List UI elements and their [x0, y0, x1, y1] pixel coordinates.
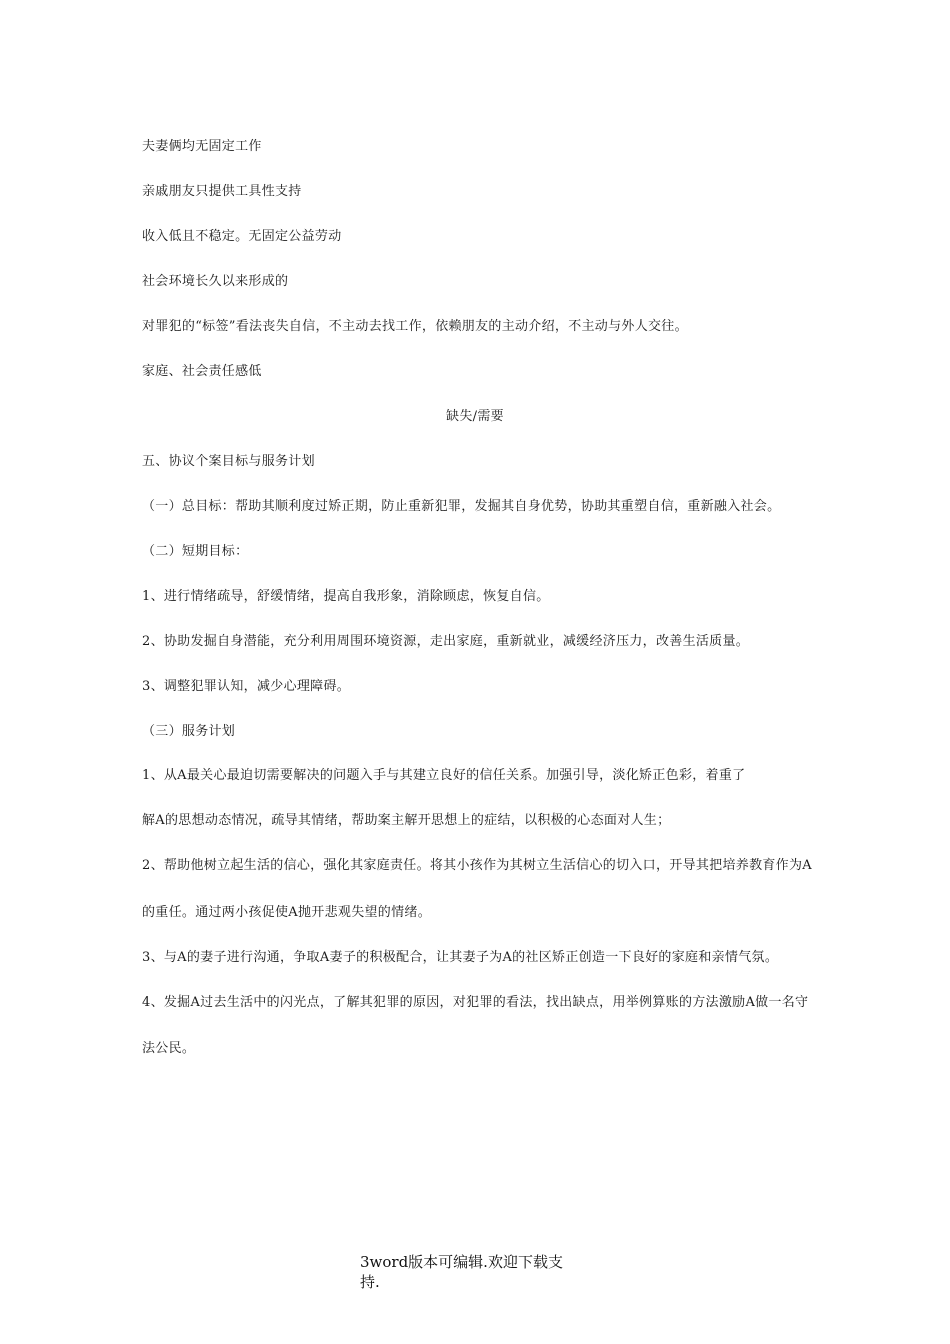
text-line: 收入低且不稳定。无固定公益劳动 [142, 229, 342, 244]
text-line: 4、发掘A过去生活中的闪光点，了解其犯罪的原因，对犯罪的看法，找出缺点，用举例算账的方法激励A做一名守 [142, 995, 809, 1010]
footer-line: 3word版本可编辑.欢迎下载支 [360, 1253, 563, 1271]
text-line: 2、帮助他树立起生活的信心，强化其家庭责任。将其小孩作为其树立生活信心的切入口，开导其把培养教育作为A [142, 858, 812, 873]
subsection-heading: （二）短期目标： [142, 544, 249, 559]
text-line: 1、从A最关心最迫切需要解决的问题入手与其建立良好的信任关系。加强引导，淡化矫正色彩，着重了 [142, 768, 746, 783]
text-line: 2、协助发掘自身潜能，充分利用周围环境资源，走出家庭，重新就业，减缓经济压力，改善生活质量。 [142, 634, 750, 649]
text-line: 3、与A的妻子进行沟通，争取A妻子的积极配合，让其妻子为A的社区矫正创造一下良好的家庭和亲情气氛。 [142, 950, 779, 965]
text-line: 的重任。通过两小孩促使A抛开悲观失望的情绪。 [142, 905, 431, 920]
text-line: 家庭、社会责任感低 [142, 364, 262, 379]
footer-line: 持. [360, 1273, 380, 1291]
text-line: 法公民。 [142, 1041, 196, 1056]
text-line: 亲戚朋友只提供工具性支持 [142, 184, 302, 199]
text-line: 1、进行情绪疏导，舒缓情绪，提高自我形象，消除顾虑，恢复自信。 [142, 589, 550, 604]
text-line: 解A的思想动态情况，疏导其情绪，帮助案主解开思想上的症结，以积极的心态面对人生； [142, 813, 671, 828]
text-line: （一）总目标：帮助其顺利度过矫正期，防止重新犯罪，发掘其自身优势，协助其重塑自信，重新融入社会。 [142, 499, 781, 514]
text-line: 夫妻俩均无固定工作 [142, 139, 262, 154]
text-line: 社会环境长久以来形成的 [142, 274, 289, 289]
text-line: 对罪犯的“标签”看法丧失自信，不主动去找工作，依赖朋友的主动介绍，不主动与外人交往。 [142, 319, 688, 334]
subsection-heading: （三）服务计划 [142, 724, 236, 739]
section-heading: 五、协议个案目标与服务计划 [142, 454, 315, 469]
section-caption: 缺失/需要 [446, 409, 504, 424]
text-line: 3、调整犯罪认知，减少心理障碍。 [142, 679, 351, 694]
page-footer [360, 1252, 600, 1292]
